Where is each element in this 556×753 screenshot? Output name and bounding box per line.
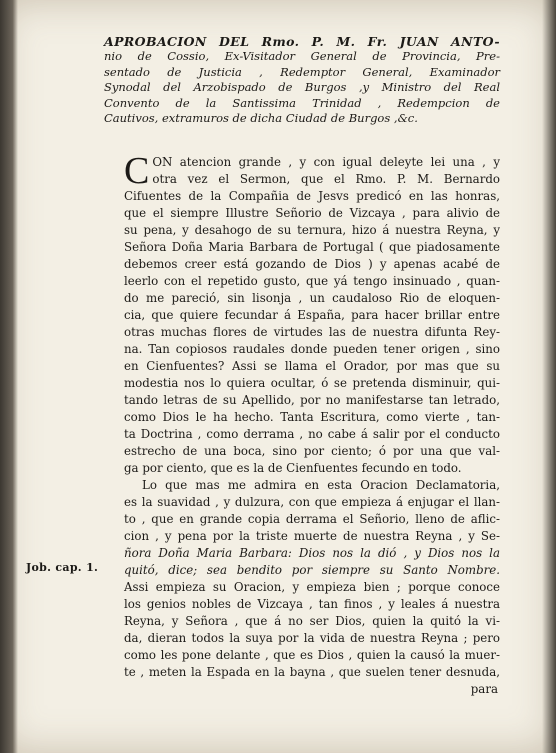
text-line: Lo que mas me admira en esta Oracion Declamatoria,: [142, 478, 500, 492]
heading-line: APROBACION DEL Rmo. P. M. Fr. JUAN ANTO-: [104, 34, 500, 49]
page-binding-shadow: [0, 0, 18, 753]
text-line: tando letras de su Apellido, por no manifestarse tan letrado,: [124, 393, 500, 407]
text-line: en Cienfuentes? Assi se llama el Orador, por mas que su: [124, 359, 500, 373]
text-line: estrecho de una boca, sino por ciento; ó por una que val-: [124, 444, 500, 458]
paragraph-1: [124, 150, 500, 477]
text-line: modestia nos lo quiera ocultar, ó se pretenda disminuir, qui-: [124, 376, 500, 390]
text-line: como Dios le ha hecho. Tanta Escritura, como vierte , tan-: [124, 410, 500, 424]
text-line: que el siempre Illustre Señorio de Vizcaya , para alivio de: [124, 206, 500, 220]
text-line: ta Doctrina , como derrama , no cabe á salir por el conducto: [124, 427, 500, 441]
text-line: te , meten la Espada en la bayna , que suelen tener desnuda,: [124, 665, 500, 679]
text-line: Reyna, y Señora , que á no ser Dios, quien la quitó la vi-: [124, 614, 500, 628]
paragraph-2: [124, 477, 500, 681]
body-text: [124, 150, 500, 681]
heading-line: Cautivos, extramuros de dicha Ciudad de Burgos ,&c.: [104, 111, 418, 126]
text-line: cia, que quiere fecundar á España, para hacer brillar entre: [124, 308, 500, 322]
text-line: su pena, y desahogo de su ternura, hizo á nuestra Reyna, y: [124, 223, 500, 237]
text-line: ga por ciento, que es la de Cienfuentes fecundo en todo.: [124, 461, 462, 475]
text-line: do me pareció, sin lisonja , un caudaloso Rio de eloquen-: [124, 291, 500, 305]
text-line: Señora Doña Maria Barbara de Portugal ( que piadosamente: [124, 240, 500, 254]
margin-note: Job. cap. 1.: [26, 561, 99, 574]
approbation-heading: [104, 34, 500, 126]
text-line: ON atencion grande , y con igual deleyte lei una , y: [152, 155, 500, 169]
drop-cap: C: [124, 150, 150, 192]
heading-line: Convento de la Santissima Trinidad , Redempcion de: [104, 95, 500, 110]
text-line: Cifuentes de la Compañia de Jesvs predicó en las honras,: [124, 189, 500, 203]
text-line: ñora Doña Maria Barbara: Dios nos la dió , y Dios nos la: [124, 546, 500, 560]
heading-line: nio de Cossio, Ex-Visitador General de Provincia, Pre-: [104, 49, 500, 64]
text-line: los genios nobles de Vizcaya , tan finos , y leales á nuestra: [124, 597, 500, 611]
text-line: leerlo con el repetido gusto, que yá tengo insinuado , quan-: [124, 274, 500, 288]
text-line: na. Tan copiosos raudales donde pueden tener origen , sino: [124, 342, 500, 356]
page-edge-shadow: [542, 0, 556, 753]
text-line: cion , y pena por la triste muerte de nuestra Reyna , y Se-: [124, 529, 500, 543]
text-line: otras muchas flores de virtudes las de nuestra difunta Rey-: [124, 325, 500, 339]
text-line: Assi empieza su Oracion, y empieza bien ; porque conoce: [124, 580, 500, 594]
heading-line: Synodal del Arzobispado de Burgos ,y Ministro del Real: [104, 80, 500, 95]
catchword: para: [470, 682, 498, 696]
text-line: quitó, dice; sea bendito por siempre su Santo Nombre.: [124, 563, 500, 577]
text-line: debemos creer está gozando de Dios ) y apenas acabé de: [124, 257, 500, 271]
text-line: otra vez el Sermon, que el Rmo. P. M. Bernardo: [152, 172, 500, 186]
text-line: da, dieran todos la suya por la vida de nuestra Reyna ; pero: [124, 631, 500, 645]
heading-line: sentado de Justicia , Redemptor General, Examinador: [104, 64, 500, 79]
text-line: es la suavidad , y dulzura, con que empieza á enjugar el llan-: [124, 495, 500, 509]
text-line: como les pone delante , que es Dios , quien la causó la muer-: [124, 648, 500, 662]
text-line: to , que en grande copia derrama el Señorio, lleno de aflic-: [124, 512, 500, 526]
